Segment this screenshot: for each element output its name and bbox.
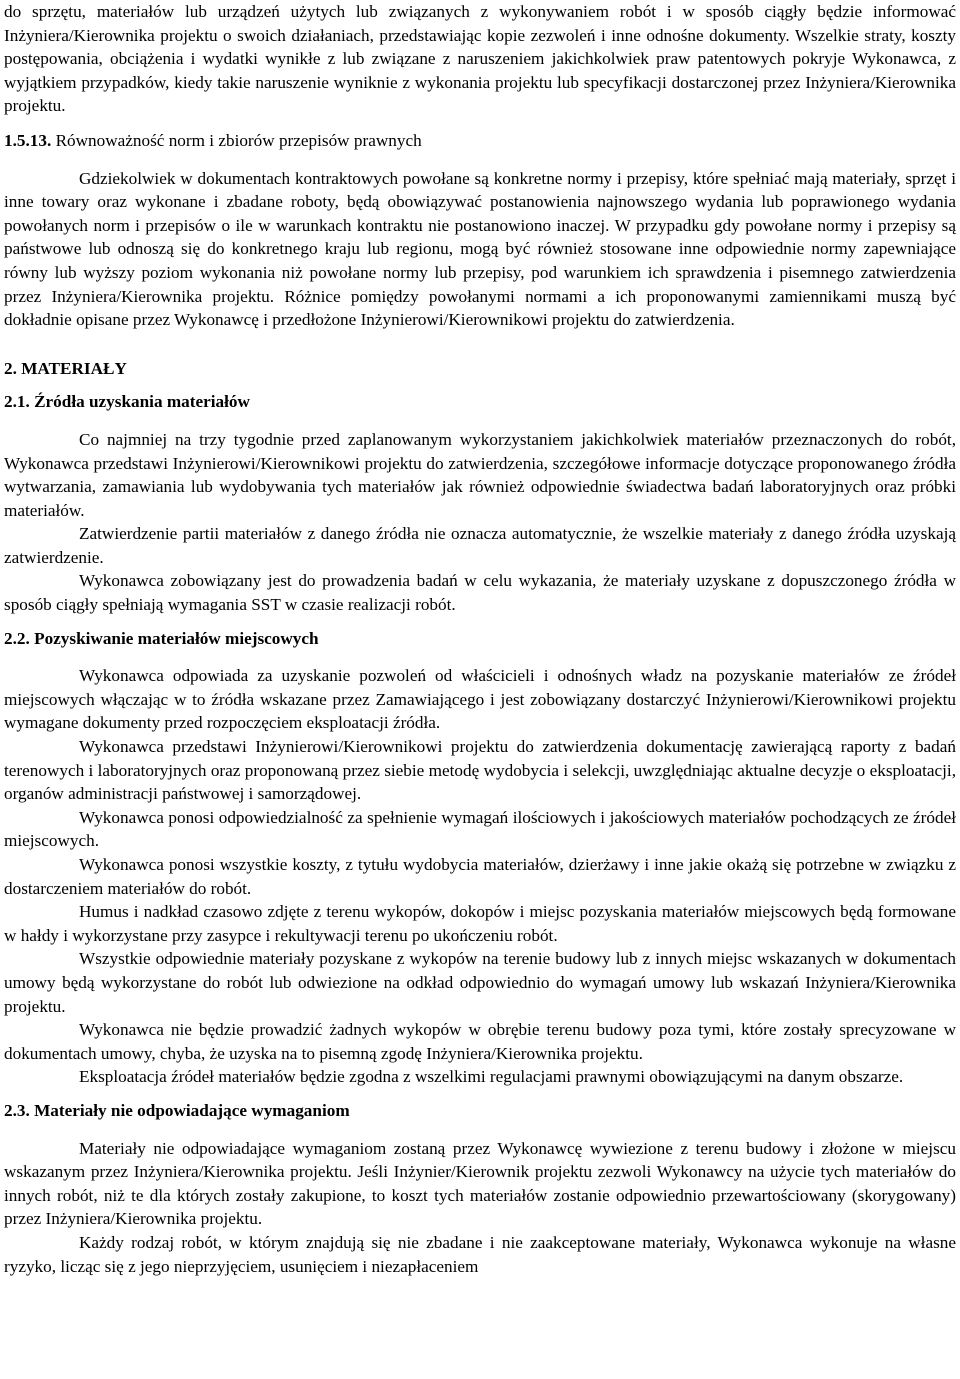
paragraph-2-1-a: Co najmniej na trzy tygodnie przed zaplanowanym wykorzystaniem jakichkolwiek materiałów przeznaczonych do robót, Wykonawca przedstawi Inżynierowi/Kierownikowi projektu do zatwierdzenia, szczegółowe informacje dotyczące proponowanego źródła wytwarzania, zamawiania lub wydobywania tych materiałów jak również odpowiednie świadectwa badań laboratoryjnych oraz próbki materiałów. <box>4 429 956 520</box>
paragraph-norms-equivalence: Gdziekolwiek w dokumentach kontraktowych powołane są konkretne normy i przepisy, które spełniać mają materiały, sprzęt i inne towary oraz wykonane i zbadane roboty, będą obowiązywać postanowienia najnowszego wydania lub poprawionego wydania powołanych norm i przepisów o ile w warunkach kontraktu nie postanowiono inaczej. W przypadku gdy powołane normy i przepisy są państwowe lub odnoszą się do konkretnego kraju lub regionu, mogą być również stosowane inne odpowiednie normy zapewniające równy lub wyższy poziom wykonania niż powołane normy lub przepisy, pod warunkiem ich sprawdzenia i pisemnego zatwierdzenia przez Inżyniera/Kierownika projektu. Różnice pomiędzy powołanymi normami a ich proponowanymi zamiennikami muszą być dokładnie opisane przez Wykonawcę i przedłożone Inżynierowi/Kierownikowi projektu do zatwierdzenia. <box>4 168 956 330</box>
paragraph-patent-rights: do sprzętu, materiałów lub urządzeń użytych lub związanych z wykonywaniem robót i w sposób ciągły będzie informować Inżyniera/Kierownika projektu o swoich działaniach, przedstawiając kopie zezwoleń i inne odnośne dokumenty. Wszelkie straty, koszty postępowania, obciążenia i wydatki wynikłe z lub związane z naruszeniem jakichkolwiek praw patentowych pokryje Wykonawca, z wyjątkiem przypadków, kiedy takie naruszenie wyniknie z wykonania projektu lub specyfikacji dostarczonej przez Inżyniera/Kierownika projektu. <box>4 2 956 116</box>
heading-2-materials: 2. MATERIAŁY <box>4 358 127 378</box>
heading-title: Pozyskiwanie materiałów miejscowych <box>34 628 319 648</box>
paragraph-2-2-d: Wykonawca ponosi wszystkie koszty, z tytułu wydobycia materiałów, dzierżawy i inne jakie okażą się potrzebne w związku z dostarczeniem materiałów do robót. <box>4 855 956 898</box>
paragraph-2-2-a: Wykonawca odpowiada za uzyskanie pozwoleń od właścicieli i odnośnych władz na pozyskanie materiałów ze źródeł miejscowych włączając w to źródła wskazane przez Zamawiającego i jest zobowiązany dostarczyć Inżynierowi/Kierownikowi projektu wymagane dokumenty przed rozpoczęciem eksploatacji źródła. <box>4 666 956 733</box>
heading-title: Równoważność norm i zbiorów przepisów prawnych <box>55 130 422 150</box>
heading-title: Materiały nie odpowiadające wymaganiom <box>34 1100 350 1120</box>
paragraph-2-1-c: Wykonawca zobowiązany jest do prowadzenia badań w celu wykazania, że materiały uzyskane z dopuszczonego źródła w sposób ciągły spełniają wymagania SST w czasie realizacji robót. <box>4 571 956 615</box>
paragraph-2-2-b: Wykonawca przedstawi Inżynierowi/Kierownikowi projektu do zatwierdzenia dokumentację zawierającą raporty z badań terenowych i laboratoryjnych oraz proponowaną przez siebie metodę wydobycia i selekcji, uwzględniając aktualne decyzje o eksploatacji, organów administracji państwowej i samorządowej. <box>4 737 956 804</box>
paragraph-2-3-b: Każdy rodzaj robót, w którym znajdują się nie zbadane i nie zaakceptowane materiały, Wykonawca wykonuje na własne ryzyko, licząc się z jego nieprzyjęciem, usunięciem i niezapłaceniem <box>4 1232 956 1276</box>
heading-title: Źródła uzyskania materiałów <box>34 392 250 412</box>
heading-2-2 <box>4 627 956 651</box>
paragraph-2-2-f: Wszystkie odpowiednie materiały pozyskane z wykopów na terenie budowy lub z innych miejsc wskazanych w dokumentach umowy będą wykorzystane do robót lub odwiezione na odkład odpowiednio do wymagań umowy lub wskazań Inżyniera/Kierownika projektu. <box>4 949 956 1016</box>
heading-2-3 <box>4 1099 956 1123</box>
paragraph-2-2-c: Wykonawca ponosi odpowiedzialność za spełnienie wymagań ilościowych i jakościowych materiałów pochodzących ze źródeł miejscowych. <box>4 807 956 851</box>
paragraph-2-1-b: Zatwierdzenie partii materiałów z danego źródła nie oznacza automatycznie, że wszelkie materiały z danego źródła uzyskają zatwierdzenie. <box>4 524 956 567</box>
heading-1-5-13 <box>4 129 956 153</box>
paragraph-2-2-e: Humus i nadkład czasowo zdjęte z terenu wykopów, dokopów i miejsc pozyskania materiałów miejscowych będą formowane w hałdy i wykorzystane przy zasypce i rekultywacji terenu po ukończeniu robót. <box>4 902 956 945</box>
heading-number: 1.5.13. <box>4 130 52 150</box>
heading-number: 2.3. <box>4 1100 30 1120</box>
heading-number: 2.1. <box>4 392 30 412</box>
heading-2-1 <box>4 390 956 414</box>
paragraph-2-2-g: Wykonawca nie będzie prowadzić żadnych wykopów w obrębie terenu budowy poza tymi, które zostały sprecyzowane w dokumentach umowy, chyba, że uzyska na to pisemną zgodę Inżyniera/Kierownika projektu. <box>4 1020 956 1063</box>
heading-number: 2.2. <box>4 628 30 648</box>
paragraph-2-3-a: Materiały nie odpowiadające wymaganiom zostaną przez Wykonawcę wywiezione z terenu budowy i złożone w miejscu wskazanym przez Inżyniera/Kierownika projektu. Jeśli Inżynier/Kierownik projektu zezwoli Wykonawcy na użycie tych materiałów do innych robót, niż te dla których zostały zakupione, to koszt tych materiałów zostanie odpowiednio przewartościowany (skorygowany) przez Inżyniera/Kierownika projektu. <box>4 1138 956 1229</box>
paragraph-2-2-h: Eksploatacja źródeł materiałów będzie zgodna z wszelkimi regulacjami prawnymi obowiązującymi na danym obszarze. <box>79 1067 904 1087</box>
